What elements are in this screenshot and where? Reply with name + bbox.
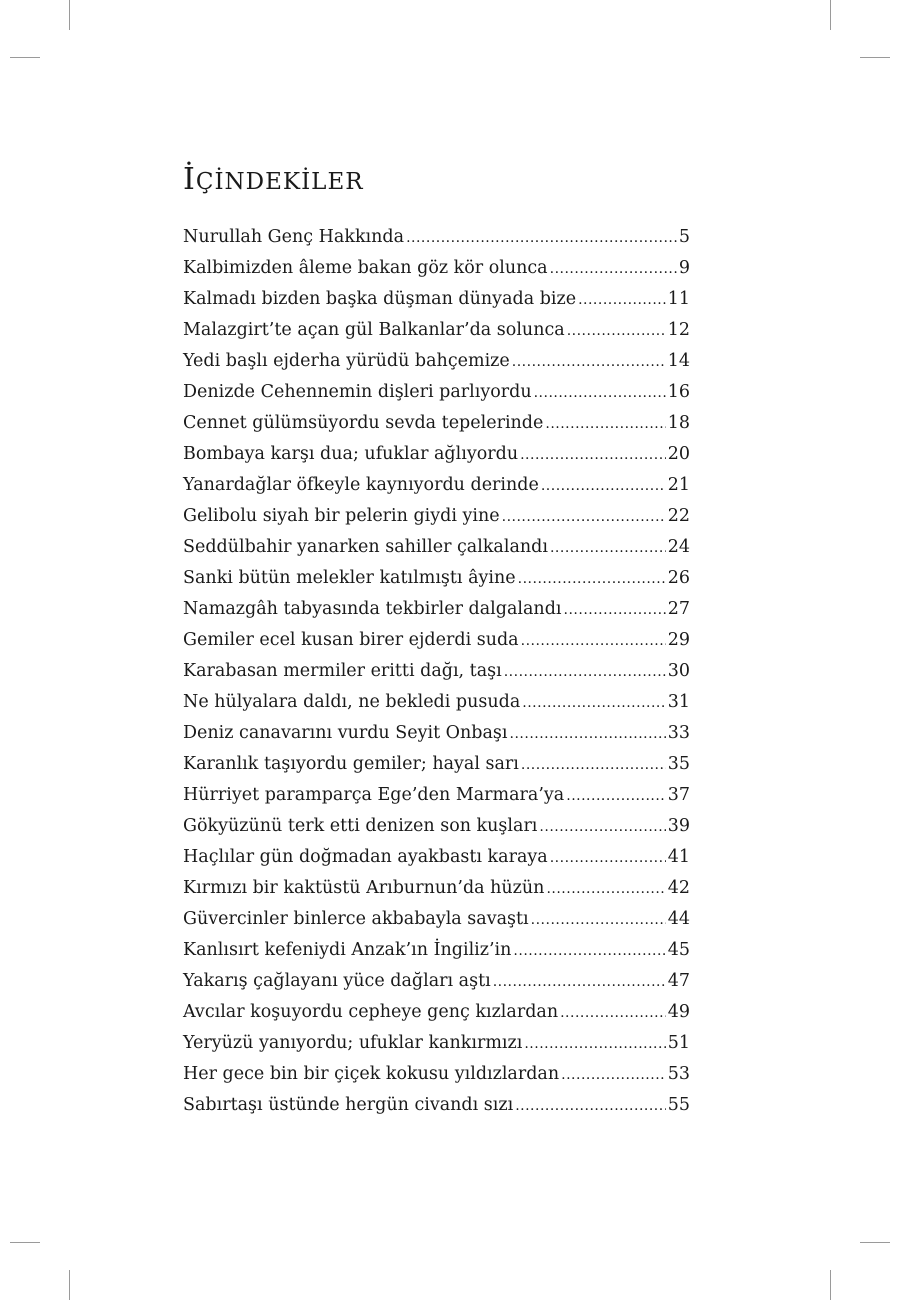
toc-entry[interactable] — [183, 1090, 690, 1121]
toc-entry-title: Denizde Cehennemin dişleri parlıyordu — [183, 382, 532, 402]
toc-entry-title: Yeryüzü yanıyordu; ufuklar kankırmızı — [183, 1033, 523, 1053]
toc-entry-title: Kalbimizden âleme bakan göz kör olunca — [183, 258, 548, 278]
toc-entry[interactable] — [183, 873, 690, 904]
toc-dot-leader — [513, 936, 665, 967]
toc-entry[interactable] — [183, 594, 690, 625]
toc-entry-title: Gemiler ecel kusan birer ejderdi suda — [183, 630, 519, 650]
toc-entry[interactable] — [183, 904, 690, 935]
toc-dot-leader — [406, 223, 677, 254]
toc-entry-page-number: 42 — [667, 878, 690, 898]
toc-dot-leader — [522, 688, 665, 719]
toc-dot-leader — [567, 316, 666, 347]
toc-entry[interactable] — [183, 687, 690, 718]
toc-dot-leader — [520, 440, 666, 471]
toc-dot-leader — [545, 409, 665, 440]
toc-entry[interactable] — [183, 439, 690, 470]
page-title-rest: ÇİNDEKİLER — [195, 169, 364, 195]
toc-entry[interactable] — [183, 718, 690, 749]
toc-entry-title: Her gece bin bir çiçek kokusu yıldızlardan — [183, 1064, 560, 1084]
toc-entry-page-number: 49 — [667, 1002, 690, 1022]
toc-entry[interactable] — [183, 222, 690, 253]
toc-entry-title: Namazgâh tabyasında tekbirler dalgalandı — [183, 599, 562, 619]
toc-entry-page-number: 18 — [667, 413, 690, 433]
toc-dot-leader — [524, 1029, 665, 1060]
toc-entry-title: Kanlısırt kefeniydi Anzak’ın İngiliz’in — [183, 940, 512, 960]
toc-entry[interactable] — [183, 935, 690, 966]
toc-dot-leader — [521, 750, 666, 781]
table-of-contents — [183, 222, 690, 1121]
toc-entry-page-number: 27 — [667, 599, 690, 619]
crop-mark-right-top — [860, 57, 890, 58]
toc-entry-page-number: 21 — [667, 475, 690, 495]
toc-dot-leader — [512, 347, 666, 378]
toc-entry[interactable] — [183, 346, 690, 377]
toc-entry-title: Malazgirt’te açan gül Balkanlar’da solunca — [183, 320, 565, 340]
toc-dot-leader — [515, 1091, 666, 1122]
toc-entry-page-number: 24 — [667, 537, 690, 557]
toc-dot-leader — [564, 595, 666, 626]
page-title — [183, 160, 364, 202]
toc-entry-page-number: 14 — [667, 351, 690, 371]
toc-entry-title: Haçlılar gün doğmadan ayakbastı karaya — [183, 847, 548, 867]
toc-entry[interactable] — [183, 656, 690, 687]
toc-entry[interactable] — [183, 532, 690, 563]
toc-dot-leader — [561, 1060, 666, 1091]
toc-entry-page-number: 30 — [667, 661, 690, 681]
toc-entry-title: Kalmadı bizden başka düşman dünyada bize — [183, 289, 577, 309]
toc-entry[interactable] — [183, 470, 690, 501]
toc-entry-page-number: 47 — [667, 971, 690, 991]
toc-entry-title: Güvercinler binlerce akbabayla savaştı — [183, 909, 529, 929]
toc-dot-leader — [560, 998, 666, 1029]
toc-dot-leader — [566, 781, 665, 812]
toc-entry-page-number: 53 — [667, 1064, 690, 1084]
crop-mark-top-right — [830, 0, 831, 30]
toc-entry[interactable] — [183, 253, 690, 284]
toc-entry-title: Deniz canavarını vurdu Seyit Onbaşı — [183, 723, 508, 743]
toc-entry-title: Sabırtaşı üstünde hergün civandı sızı — [183, 1095, 514, 1115]
toc-entry-page-number: 39 — [667, 816, 690, 836]
toc-dot-leader — [502, 502, 666, 533]
crop-mark-left-top — [10, 57, 40, 58]
toc-dot-leader — [550, 254, 677, 285]
toc-entry-page-number: 11 — [667, 289, 690, 309]
toc-dot-leader — [546, 874, 665, 905]
toc-entry-title: Sanki bütün melekler katılmıştı âyine — [183, 568, 516, 588]
toc-entry-title: Gelibolu siyah bir pelerin giydi yine — [183, 506, 500, 526]
toc-entry-title: Ne hülyalara daldı, ne bekledi pusuda — [183, 692, 521, 712]
toc-entry-page-number: 45 — [667, 940, 690, 960]
toc-entry-title: Kırmızı bir kaktüstü Arıburnun’da hüzün — [183, 878, 545, 898]
toc-dot-leader — [504, 657, 666, 688]
toc-entry-title: Bombaya karşı dua; ufuklar ağlıyordu — [183, 444, 519, 464]
toc-entry-title: Seddülbahir yanarken sahiller çalkalandı — [183, 537, 548, 557]
toc-entry[interactable] — [183, 842, 690, 873]
toc-entry-page-number: 16 — [667, 382, 690, 402]
toc-entry-page-number: 20 — [667, 444, 690, 464]
toc-dot-leader — [493, 967, 666, 998]
toc-entry[interactable] — [183, 501, 690, 532]
crop-mark-left-bottom — [10, 1242, 40, 1243]
toc-entry[interactable] — [183, 811, 690, 842]
toc-entry-page-number: 44 — [667, 909, 690, 929]
toc-entry-page-number: 35 — [667, 754, 690, 774]
toc-entry-title: Cennet gülümsüyordu sevda tepelerinde — [183, 413, 544, 433]
toc-dot-leader — [510, 719, 666, 750]
toc-entry-title: Yanardağlar öfkeyle kaynıyordu derinde — [183, 475, 539, 495]
toc-entry-title: Avcılar koşuyordu cepheye genç kızlardan — [183, 1002, 559, 1022]
toc-entry-title: Gökyüzünü terk etti denizen son kuşları — [183, 816, 538, 836]
crop-mark-top-left — [69, 0, 70, 30]
toc-entry-page-number: 22 — [667, 506, 690, 526]
toc-entry-title: Nurullah Genç Hakkında — [183, 227, 405, 247]
toc-entry-page-number: 12 — [667, 320, 690, 340]
toc-entry-page-number: 31 — [667, 692, 690, 712]
toc-entry-page-number: 33 — [667, 723, 690, 743]
toc-dot-leader — [518, 564, 666, 595]
toc-dot-leader — [550, 533, 666, 564]
toc-entry-page-number: 29 — [667, 630, 690, 650]
toc-entry[interactable] — [183, 625, 690, 656]
crop-mark-bottom-right — [830, 1270, 831, 1300]
toc-entry[interactable] — [183, 377, 690, 408]
toc-entry[interactable] — [183, 966, 690, 997]
toc-entry[interactable] — [183, 284, 690, 315]
toc-entry-page-number: 26 — [667, 568, 690, 588]
toc-entry-title: Hürriyet paramparça Ege’den Marmara’ya — [183, 785, 565, 805]
toc-entry-title: Karabasan mermiler eritti dağı, taşı — [183, 661, 502, 681]
crop-mark-right-bottom — [860, 1242, 890, 1243]
toc-entry[interactable] — [183, 563, 690, 594]
toc-entry-page-number: 51 — [667, 1033, 690, 1053]
toc-dot-leader — [534, 378, 666, 409]
toc-entry[interactable] — [183, 997, 690, 1028]
toc-dot-leader — [539, 812, 665, 843]
toc-entry[interactable] — [183, 780, 690, 811]
toc-dot-leader — [541, 471, 666, 502]
toc-entry[interactable] — [183, 408, 690, 439]
toc-entry[interactable] — [183, 1028, 690, 1059]
toc-entry[interactable] — [183, 315, 690, 346]
toc-dot-leader — [521, 626, 666, 657]
crop-mark-bottom-left — [69, 1270, 70, 1300]
toc-dot-leader — [578, 285, 666, 316]
page-title-initial: İ — [183, 162, 196, 197]
toc-entry-page-number: 37 — [667, 785, 690, 805]
toc-entry[interactable] — [183, 749, 690, 780]
toc-entry-title: Karanlık taşıyordu gemiler; hayal sarı — [183, 754, 519, 774]
toc-entry-page-number: 5 — [678, 227, 690, 247]
toc-entry-page-number: 55 — [667, 1095, 690, 1115]
toc-entry-title: Yedi başlı ejderha yürüdü bahçemize — [183, 351, 510, 371]
toc-entry[interactable] — [183, 1059, 690, 1090]
toc-dot-leader — [550, 843, 666, 874]
toc-entry-page-number: 9 — [678, 258, 690, 278]
toc-entry-title: Yakarış çağlayanı yüce dağları aştı — [183, 971, 491, 991]
toc-dot-leader — [531, 905, 666, 936]
toc-entry-page-number: 41 — [667, 847, 690, 867]
